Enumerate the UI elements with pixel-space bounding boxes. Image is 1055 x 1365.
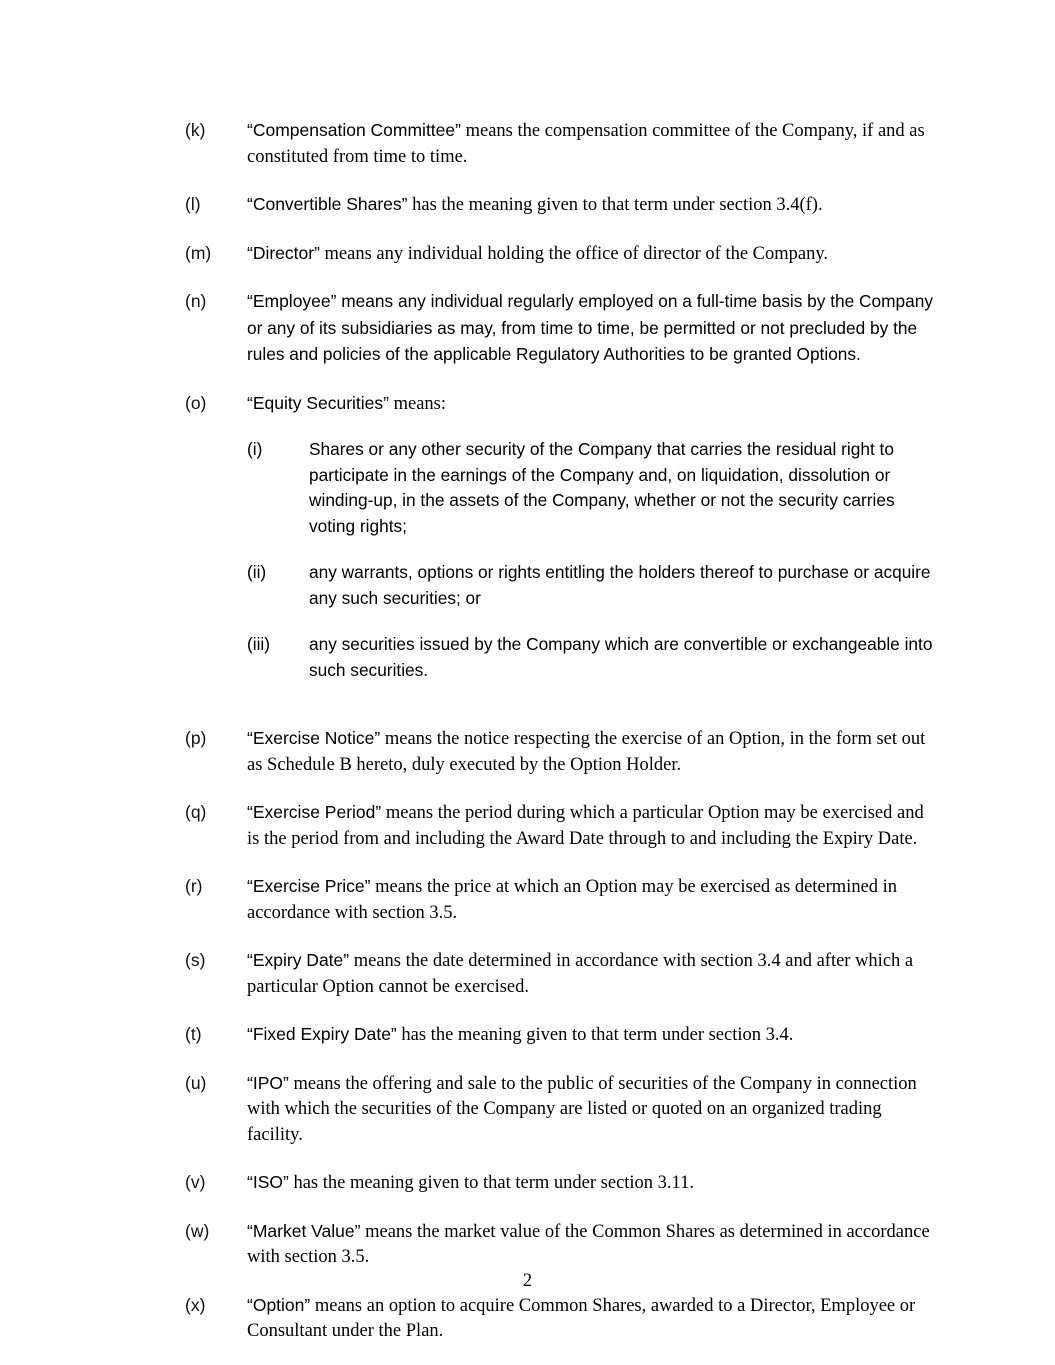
defined-term: “Equity Securities” [247,392,389,413]
defined-term: “Employee” [247,291,337,311]
clause-t [185,1022,935,1049]
clause-text: means the offering and sale to the public of securities of the Company in connection with which the securities of the Company are listed or quoted on an organized trading facility. [247,1073,917,1145]
sub-clause-list [247,437,935,683]
defined-term: “Option” [247,1294,311,1315]
clause-s [185,948,935,1000]
clause-text: means the price at which an Option may be exercised as determined in accordance with section 3.5. [247,877,898,923]
defined-term: “Market Value” [247,1220,361,1241]
clause-label: (v) [185,1172,206,1192]
sub-clause-i [247,437,935,539]
clause-text: means the compensation committee of the Company, if and as constituted from time to time. [247,121,925,167]
clause-text: means the notice respecting the exercise of an Option, in the form set out as Schedule B hereto, duly executed by the Option Holder. [247,729,926,775]
sub-clause-label: (iii) [247,634,271,654]
clause-body [247,241,935,268]
clause-label: (l) [185,194,201,214]
defined-term: “Exercise Period” [247,802,382,822]
defined-term: “Director” [247,242,320,263]
clause-label: (p) [185,728,207,748]
sub-clause-iii [247,632,935,683]
clause-body [247,948,935,1000]
clause-p [185,726,935,778]
clause-text: means the market value of the Common Shares as determined in accordance with section 3.5. [247,1221,930,1267]
clause-text: means: [389,393,447,414]
clause-w [185,1219,935,1271]
defined-term: “Compensation Committee” [247,120,461,140]
clause-r [185,874,935,926]
clause-text: means an option to acquire Common Shares, awarded to a Director, Employee or Consultant under the Plan. [247,1295,916,1341]
clause-text: means any individual holding the office of director of the Company. [319,243,829,264]
clause-label: (t) [185,1024,202,1044]
clause-text: means the date determined in accordance with section 3.4 and after which a particular Option cannot be exercised. [247,951,914,997]
clause-q [185,800,935,852]
clause-text: has the meaning given to that term under section 3.4. [396,1025,794,1045]
clause-body [247,874,935,926]
sub-clause-text: Shares or any other security of the Company that carries the residual right to participate in the earnings of the Company and, on liquidation, dissolution or winding-up, in the assets of the Company, whether or not the security carries voting rights; [309,439,895,536]
sub-clause-ii [247,560,935,611]
clause-v [185,1170,935,1197]
defined-term: “IPO” [247,1072,289,1093]
clause-text: means the period during which a particular Option may be exercised and is the period from and including the Award Date through to and including the Expiry Date. [247,803,924,849]
clause-text: has the meaning given to that term under section 3.4(f). [407,195,823,215]
clause-label: (s) [185,950,206,970]
clause-text: means any individual regularly employed on a full-time basis by the Company or any of its subsidiaries as may, from time to time, be permitted or not precluded by the rules and policies of the applicable Regulatory Authorities to be granted Options. [247,291,933,364]
sub-clause-text: any warrants, options or rights entitling the holders thereof to purchase or acquire any such securities; or [309,562,931,608]
clause-body [247,192,935,219]
clause-body [247,118,935,170]
clause-k [185,118,935,170]
clause-body [247,289,935,369]
sub-clause-label: (ii) [247,562,267,582]
clause-u [185,1071,935,1149]
clause-label: (r) [185,876,203,896]
clause-x [185,1293,935,1345]
clause-label: (n) [185,291,207,311]
defined-term: “Expiry Date” [247,950,350,970]
clause-body [247,1219,935,1271]
defined-term: “Convertible Shares” [247,194,408,214]
clause-body [247,1022,935,1049]
defined-term: “ISO” [247,1172,289,1192]
clause-body [247,1170,935,1197]
clause-o [185,391,935,705]
clause-label: (u) [185,1072,207,1093]
page-number: 2 [522,1271,533,1291]
clause-n [185,289,935,369]
clause-label: (x) [185,1294,206,1315]
defined-term: “Fixed Expiry Date” [247,1024,397,1044]
clause-label: (o) [185,392,207,413]
clause-body [247,800,935,852]
defined-term: “Exercise Notice” [247,728,381,748]
clause-body [247,726,935,778]
clause-body [247,1293,935,1345]
sub-clause-label: (i) [247,439,263,459]
clause-body [247,391,935,705]
clause-label: (m) [185,242,212,263]
clause-text: has the meaning given to that term under section 3.11. [288,1173,694,1193]
clause-body [247,1071,935,1149]
clause-m [185,241,935,268]
clause-l [185,192,935,219]
sub-clause-text: any securities issued by the Company which are convertible or exchangeable into such securities. [309,634,933,680]
defined-term: “Exercise Price” [247,876,371,896]
clause-label: (q) [185,802,207,822]
clause-label: (k) [185,120,206,140]
clause-label: (w) [185,1220,210,1241]
